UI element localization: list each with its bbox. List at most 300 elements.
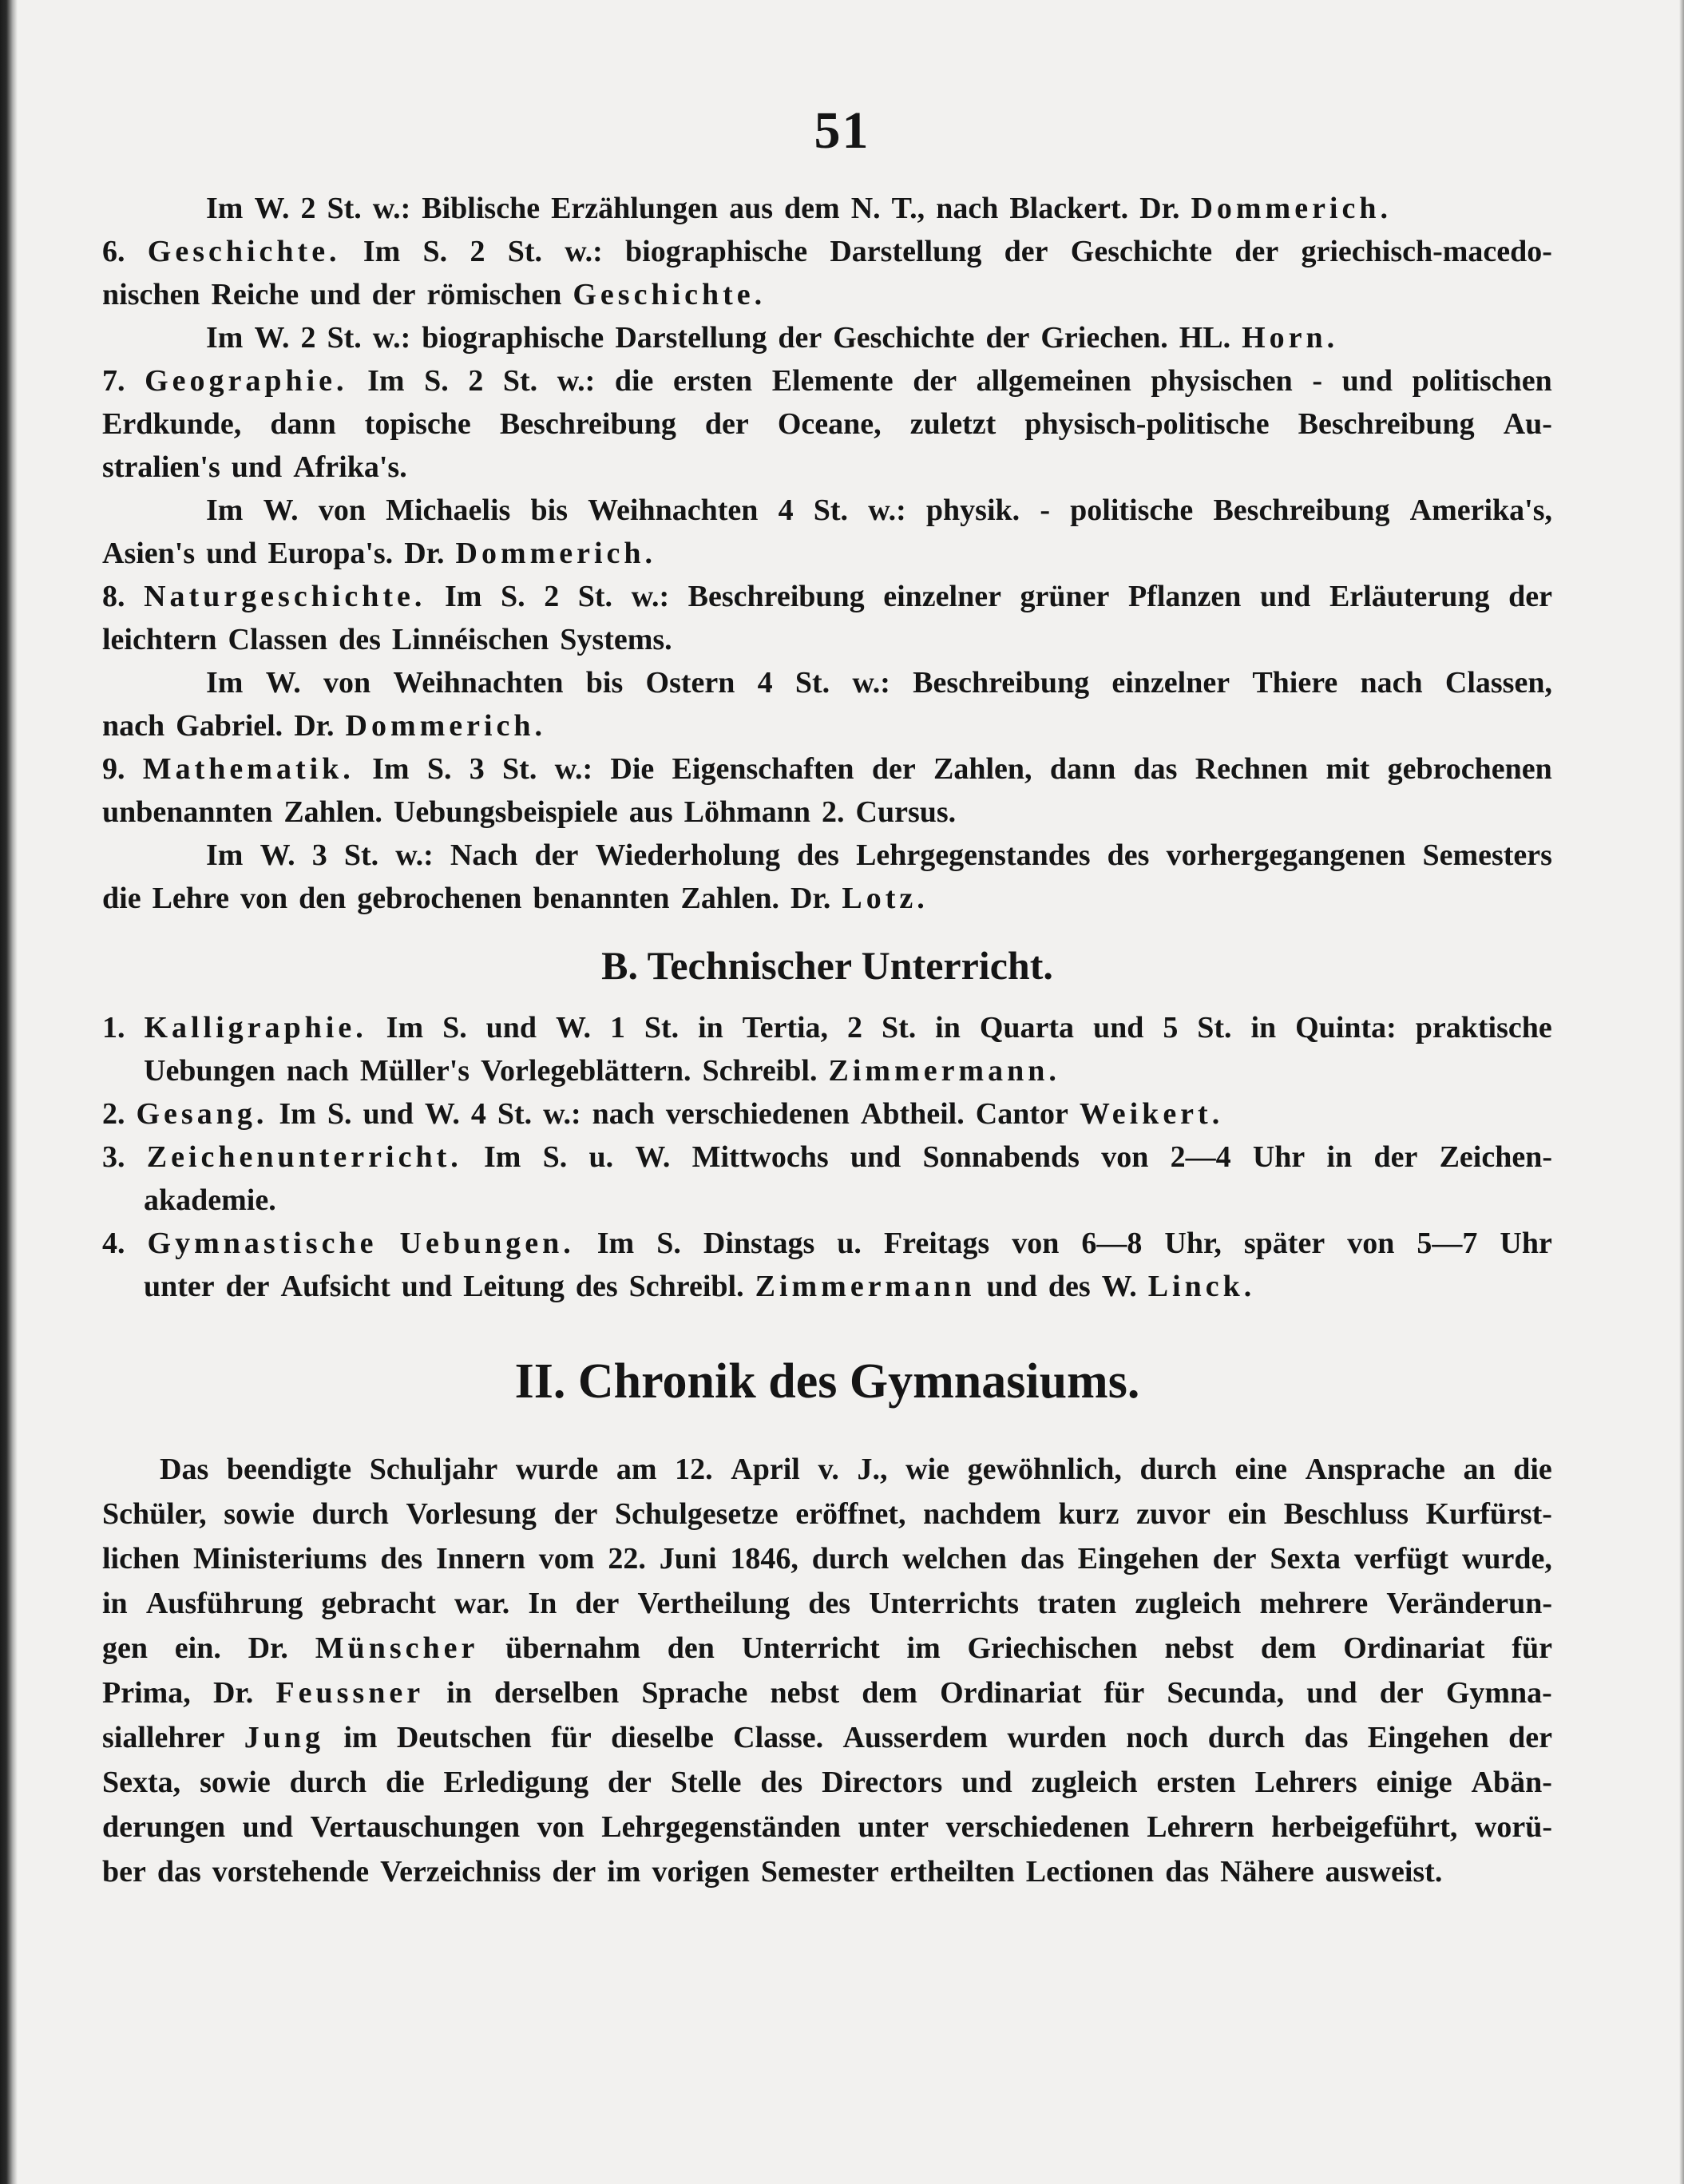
word: S. [442, 1011, 467, 1044]
text-line [102, 446, 1552, 489]
word: herbeigeführt, [1271, 1810, 1458, 1844]
word: Im [206, 321, 244, 355]
word: dann [1049, 752, 1116, 786]
word: dem [1260, 1631, 1317, 1665]
word: der [1508, 1721, 1552, 1754]
word: Griechischen [967, 1631, 1138, 1665]
word: im [607, 1855, 641, 1889]
word: bis [585, 666, 624, 700]
word: St. [343, 838, 379, 872]
word: 9. [102, 752, 125, 786]
word: St. [881, 1011, 917, 1044]
word: durch [289, 1766, 367, 1799]
word: durch [311, 1497, 389, 1531]
text-line [102, 402, 1552, 446]
word: des [797, 838, 839, 872]
page-edge-shadow [1679, 0, 1684, 2184]
word: der [778, 321, 822, 355]
word: HL. [1179, 321, 1231, 355]
word: gebrochenen [357, 882, 522, 915]
word: wurden [1007, 1721, 1107, 1754]
text-line [102, 1136, 1552, 1179]
text-line [102, 1581, 1552, 1626]
word: St. [794, 666, 830, 700]
word: für [551, 1721, 592, 1754]
word: Europa's. [267, 537, 394, 570]
text-line [102, 1265, 1552, 1308]
word: Kurfürst- [1425, 1497, 1552, 1531]
text-line [102, 1760, 1552, 1805]
word: w.: [631, 580, 670, 613]
word: St. [507, 235, 543, 268]
word: unbenannten [102, 795, 273, 829]
word: der [985, 321, 1030, 355]
word: Uhr, [1164, 1227, 1222, 1260]
text-line [102, 1626, 1552, 1671]
word: 1846, [730, 1542, 798, 1576]
word: Lectionen [1025, 1855, 1155, 1889]
text-line [102, 1049, 1552, 1092]
word: Beschreibung [687, 580, 865, 613]
word: Nach [450, 838, 518, 872]
text-line [102, 230, 1552, 273]
word: der [608, 1766, 652, 1799]
word: gen [102, 1631, 148, 1665]
word: und [1306, 1676, 1357, 1710]
word: Afrika's. [293, 450, 407, 484]
word: ein. [174, 1631, 221, 1665]
word: Dr. [404, 537, 445, 570]
word: des [760, 1766, 803, 1799]
word: bis [530, 493, 568, 527]
word: 2 [847, 1011, 862, 1044]
word: Abtheil. [860, 1097, 965, 1131]
word: 3 [469, 752, 485, 786]
word: mit [1325, 752, 1370, 786]
word: Oceane, [777, 407, 882, 441]
word: Ostern [645, 666, 735, 700]
word: einige [1376, 1766, 1452, 1799]
word: der [1379, 1676, 1424, 1710]
word: war. [454, 1587, 510, 1620]
word: Eingehen [1367, 1721, 1489, 1754]
word: Directors [822, 1766, 943, 1799]
word: des [380, 1542, 423, 1576]
word: Im [386, 1011, 424, 1044]
word: Leitung [463, 1270, 565, 1303]
word: die [386, 1766, 425, 1799]
word: Vorlegeblättern. [481, 1054, 691, 1088]
page-body [102, 187, 1552, 1894]
text-line [102, 1849, 1552, 1894]
word: einzelner [883, 580, 1001, 613]
word: Stelle [670, 1766, 742, 1799]
word: beendigte [226, 1453, 352, 1486]
word: S. [426, 752, 452, 786]
text-line [102, 1536, 1552, 1581]
word: und [401, 1270, 453, 1303]
word: Das [160, 1453, 209, 1486]
word: 2 [300, 321, 316, 355]
word: Blackert. [1009, 192, 1129, 225]
word: Ordinariat [1343, 1631, 1485, 1665]
text-line [102, 532, 1552, 575]
word: Geschichte. [573, 278, 767, 311]
word: Quarta [979, 1011, 1075, 1044]
word: W. [635, 1140, 671, 1174]
word: durch [1139, 1453, 1217, 1486]
text-line [102, 747, 1552, 791]
word: Schreibl. [628, 1270, 744, 1303]
word: nach [1360, 666, 1423, 700]
word: stralien's [102, 450, 220, 484]
text-line [102, 1671, 1552, 1715]
word: S. [422, 235, 448, 268]
word: Lehrern [1147, 1810, 1254, 1844]
word: physischen [1151, 364, 1293, 398]
page-number: 51 [814, 101, 870, 160]
word: der [1004, 235, 1048, 268]
word: 3. [102, 1140, 125, 1174]
word: nischen [102, 278, 200, 311]
word: der [913, 364, 957, 398]
word: Uhr [1500, 1227, 1552, 1260]
word: derselben [494, 1676, 620, 1710]
word: Juni [659, 1542, 717, 1576]
word: die [1513, 1453, 1552, 1486]
word: politischen [1412, 364, 1552, 398]
word: Im [372, 752, 410, 786]
word: durch [811, 1542, 890, 1576]
word: Uhr [1252, 1140, 1306, 1174]
word: siallehrer [102, 1721, 225, 1754]
word: W. [263, 493, 299, 527]
word: mehrere [1259, 1587, 1369, 1620]
word: Lehrgegenstandes [856, 838, 1091, 872]
word: 2 [300, 192, 316, 225]
word: Schüler, [102, 1497, 207, 1531]
word: Erledigung [443, 1766, 589, 1799]
word: Zahlen. [680, 882, 780, 915]
word: in [1326, 1140, 1353, 1174]
word: ausweist. [1325, 1855, 1443, 1889]
word: Ministeriums [193, 1542, 367, 1576]
word: und [242, 1810, 294, 1844]
word: Gymna- [1445, 1676, 1552, 1710]
word: Classen, [1444, 666, 1552, 700]
word: 2. [822, 795, 845, 829]
word: W. [555, 1011, 591, 1044]
text-line [102, 187, 1552, 230]
word: u. [588, 1140, 614, 1174]
word: von [318, 493, 366, 527]
word: Erzählungen [551, 192, 719, 225]
text-line [102, 1492, 1552, 1536]
word: einzelner [1111, 666, 1230, 700]
word: Au- [1503, 407, 1552, 441]
word: Schulgesetze [614, 1497, 779, 1531]
word: Rechnen [1195, 752, 1309, 786]
word: Die [610, 752, 655, 786]
word: kurz [1058, 1497, 1119, 1531]
word: Dinstags [703, 1227, 815, 1260]
word: praktische [1415, 1011, 1552, 1044]
word: Freitags [883, 1227, 990, 1260]
word: Dommerich. [455, 537, 657, 570]
word: ersten [672, 364, 753, 398]
word: Abän- [1471, 1766, 1552, 1799]
word: später [1243, 1227, 1325, 1260]
word: Zeichenunterricht. [146, 1140, 462, 1174]
word: der [553, 1497, 598, 1531]
word: v. [818, 1453, 839, 1486]
word: In [528, 1587, 557, 1620]
word: Kalligraphie. [144, 1011, 367, 1044]
word: den [299, 882, 347, 915]
word: die [614, 364, 654, 398]
word: der [1508, 580, 1552, 613]
word: Darstellung [615, 321, 767, 355]
word: Eigenschaften [672, 752, 854, 786]
word: biographische [422, 321, 604, 355]
word: St. [813, 493, 849, 527]
word: von [1012, 1227, 1060, 1260]
word: nach [592, 1097, 655, 1131]
text-line [102, 618, 1552, 661]
word: die [102, 882, 141, 915]
word: Deutschen [396, 1721, 532, 1754]
word: Vertauschungen [310, 1810, 521, 1844]
word: biographische [625, 235, 808, 268]
word: Veränderun- [1386, 1587, 1552, 1620]
word: St. [644, 1011, 680, 1044]
word: wurde [515, 1453, 599, 1486]
word: ber [102, 1855, 146, 1889]
word: 6. [102, 235, 125, 268]
word: Beschreibung [913, 666, 1090, 700]
word: und [363, 1097, 414, 1131]
word: wie [905, 1453, 950, 1486]
word: Tertia, [742, 1011, 829, 1044]
word: physik. [925, 493, 1020, 527]
word: 4 [470, 1097, 486, 1131]
word: das [1165, 1855, 1210, 1889]
word: physisch-politische [1024, 407, 1270, 441]
word: Zahlen. [283, 795, 382, 829]
word: 2. [102, 1097, 125, 1131]
word: Linnéischen [391, 623, 549, 656]
word: 2 [544, 580, 560, 613]
word: lichen [102, 1542, 180, 1576]
word: dann [270, 407, 336, 441]
word: Lehrers [1254, 1766, 1357, 1799]
word: und [986, 1270, 1037, 1303]
word: Jung [244, 1721, 324, 1754]
word: in [1250, 1011, 1277, 1044]
word: Horn. [1242, 321, 1339, 355]
word: Schuljahr [369, 1453, 498, 1486]
word: Im [596, 1227, 635, 1260]
word: nach [102, 709, 165, 743]
word: griechisch-macedo- [1301, 235, 1552, 268]
word: noch [1126, 1721, 1189, 1754]
word: sowie [200, 1766, 271, 1799]
word: nach [936, 192, 999, 225]
word: Dommerich. [345, 709, 547, 743]
word: verschiedenen [665, 1097, 850, 1131]
word: Ausserdem [842, 1721, 988, 1754]
word: Geographie. [145, 364, 348, 398]
word: vorhergegangenen [1166, 838, 1406, 872]
word: vom [538, 1542, 595, 1576]
word: Semesters [1422, 838, 1552, 872]
word: Gabriel. [176, 709, 283, 743]
word: S. [542, 1140, 568, 1174]
text-line [102, 273, 1552, 316]
chronik-paragraph [102, 1447, 1552, 1894]
word: w.: [543, 1097, 581, 1131]
word: Dr. [1139, 192, 1180, 225]
word: politische [1070, 493, 1194, 527]
word: Löhmann [684, 795, 811, 829]
word: Beschreibung [1213, 493, 1390, 527]
word: am [616, 1453, 657, 1486]
word: der [552, 1855, 596, 1889]
section-ii-heading: II. Chronik des Gymnasiums. [514, 1354, 1140, 1409]
word: welchen [902, 1542, 1007, 1576]
word: Ausführung [145, 1587, 303, 1620]
word: 5 [1163, 1011, 1179, 1044]
word: Ordinariat [940, 1676, 1082, 1710]
word: Pflanzen [1127, 580, 1242, 613]
word: worü- [1474, 1810, 1552, 1844]
word: übernahm [505, 1631, 641, 1665]
word: nebst [1164, 1631, 1234, 1665]
word: 3 [311, 838, 327, 872]
word: das [157, 1855, 201, 1889]
word: Im [206, 493, 244, 527]
word: nach [286, 1054, 349, 1088]
word: gebracht [321, 1587, 436, 1620]
word: Uebungsbeispiele [393, 795, 618, 829]
word: derungen [102, 1810, 226, 1844]
word: sowie [224, 1497, 295, 1531]
word: Biblische [422, 192, 541, 225]
text-line [102, 1447, 1552, 1492]
word: Sprache [641, 1676, 748, 1710]
word: April [731, 1453, 800, 1486]
text-line [102, 489, 1552, 532]
word: und [206, 537, 257, 570]
word: W. [424, 1097, 460, 1131]
word: Schreibl. [702, 1054, 818, 1088]
word: W. [254, 321, 290, 355]
word: von [1347, 1227, 1395, 1260]
word: Weihnachten [588, 493, 759, 527]
word: St. [502, 752, 537, 786]
word: Reiche [211, 278, 299, 311]
word: Aufsicht [280, 1270, 390, 1303]
word: zugleich [1031, 1766, 1138, 1799]
word: das [1133, 752, 1178, 786]
text-line [102, 1805, 1552, 1849]
word: Feussner [275, 1676, 425, 1710]
word: W. [1101, 1270, 1137, 1303]
word: W. [254, 192, 290, 225]
word: und [961, 1766, 1012, 1799]
word: von [240, 882, 288, 915]
word: der [534, 838, 579, 872]
word: Ansprache [1305, 1453, 1445, 1486]
word: der [1234, 235, 1279, 268]
word: Naturgeschichte. [144, 580, 426, 613]
word: u. [837, 1227, 862, 1260]
word: in [698, 1011, 723, 1044]
word: der [871, 752, 916, 786]
word: 8. [102, 580, 125, 613]
word: grüner [1020, 580, 1110, 613]
word: den [667, 1631, 715, 1665]
text-line [102, 834, 1552, 877]
word: leichtern [102, 623, 217, 656]
word: w.: [372, 192, 411, 225]
word: 2 [468, 364, 484, 398]
word: ertheilten [890, 1855, 1015, 1889]
word: und [1092, 1011, 1144, 1044]
word: W. [260, 838, 295, 872]
word: Unterricht [741, 1631, 880, 1665]
word: Münscher [315, 1631, 479, 1665]
word: Mittwochs [691, 1140, 829, 1174]
word: das [1304, 1721, 1349, 1754]
word: Gymnastische [147, 1227, 378, 1260]
word: Im [444, 580, 482, 613]
word: Systems. [560, 623, 672, 656]
word: Vertheilung [637, 1587, 790, 1620]
word: S. [424, 364, 449, 398]
word: vorstehende [212, 1855, 370, 1889]
word: und [485, 1011, 537, 1044]
word: St. [1197, 1011, 1232, 1044]
word: Classen [228, 623, 328, 656]
word: 1. [102, 1011, 125, 1044]
word: ersten [1156, 1766, 1236, 1799]
word: der [371, 278, 416, 311]
word: an [1463, 1453, 1496, 1486]
word: Weihnachten [393, 666, 564, 700]
word: Geschichte. [147, 235, 341, 268]
word: Zimmermann [755, 1270, 976, 1303]
word: Im [483, 1140, 521, 1174]
word: der [575, 1587, 620, 1620]
word: Gesang. [136, 1097, 268, 1131]
word: Im [206, 192, 244, 225]
word: und [231, 450, 283, 484]
word: Elemente [771, 364, 894, 398]
word: T., [891, 192, 925, 225]
word: W. [265, 666, 301, 700]
text-line [102, 1715, 1552, 1760]
word: Dr. [294, 709, 335, 743]
word: unter [144, 1270, 215, 1303]
word: dem [862, 1676, 917, 1710]
word: Sonnabends [922, 1140, 1080, 1174]
word: vorigen [652, 1855, 750, 1889]
word: Secunda, [1167, 1676, 1285, 1710]
word: Darstellung [830, 235, 982, 268]
word: eine [1234, 1453, 1287, 1486]
word: in [935, 1011, 961, 1044]
